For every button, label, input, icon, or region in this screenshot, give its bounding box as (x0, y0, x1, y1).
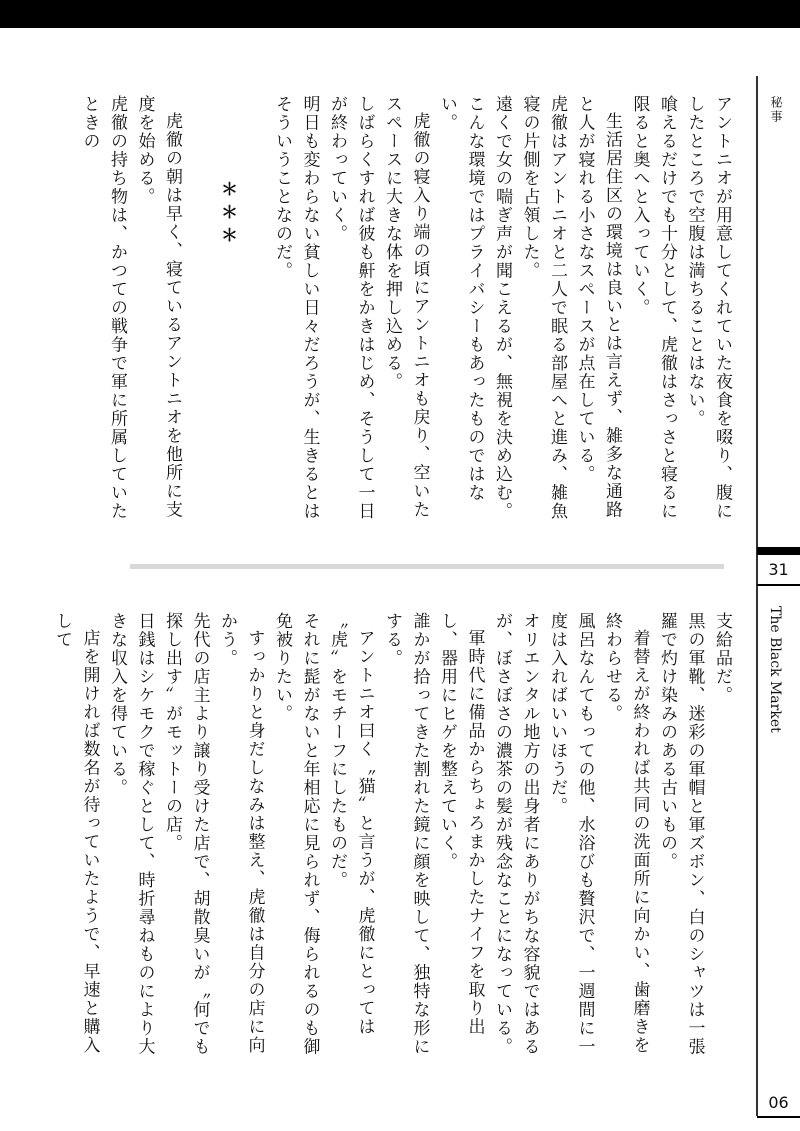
lower-text-block (52, 612, 735, 1067)
paragraph: 先代の店主より譲り受けた店で、胡散臭いが〝何でも探し出す〟がモットーの店。 (162, 612, 210, 1056)
running-title: The Black Market (767, 606, 783, 733)
top-black-band (0, 0, 800, 28)
paragraph: それに髭がないと年相応に見られず、侮られるのも御免被りたい。 (272, 612, 320, 1056)
chapter-tab (757, 547, 800, 555)
paragraph: 虎徹の朝は早く、寝ているアントニオを他所に支度を始める。 (134, 95, 182, 519)
paragraph: しばらくすれば彼も鼾をかきはじめ、そうして一日が終わっていく。 (327, 95, 375, 521)
paragraph: 遠くで女の喘ぎ声が聞こえるが、無視を決め込む。 (492, 95, 512, 521)
paragraph: 虎徹はアントニオと二人で眠る部屋へと進み、雑魚寝の片側を占領した。 (519, 95, 567, 521)
scene-break: ＊＊＊ (217, 180, 237, 249)
paragraph: 店を開ければ数名が待っていたようで、早速と購入して (52, 612, 100, 1055)
chapter-number: 31 (768, 560, 789, 579)
paragraph: こんな環境ではプライバシーもあったものではない。 (437, 95, 485, 502)
paragraph: アントニオ曰く〝猫〟と言うが、虎徹にとっては〝虎〟をモチーフにしたものだ。 (327, 612, 375, 1036)
section-label: 秘事 (769, 96, 783, 124)
paragraph: 明日も変わらない貧しい日々だろうが、生きるとはそういうことなのだ。 (272, 95, 320, 521)
paragraph: すっかりと身だしなみは整え、虎徹は自分の店に向かう。 (217, 612, 265, 1055)
paragraph: 軍時代に備品からちょろまかしたナイフを取り出し、器用にヒゲを整えていく。 (437, 612, 485, 1036)
paragraph: 風呂なんてもっての他、水浴びも贅沢で、一週間に一度は入ればいいほうだ。 (547, 612, 595, 1056)
margin-rule (756, 76, 758, 1116)
paragraph: 日銭はシケモクで稼ぐとして、時折尋ねものにより大きな収入を得ている。 (107, 612, 155, 1056)
paragraph: 黒の軍靴、迷彩の軍帽と軍ズボン、白のシャツは一張羅で灼け染みのある古いもの。 (657, 612, 705, 1056)
paragraph: 虎徹の寝入り端の頃にアントニオも戻り、空いたスペースに大きな体を押し込める。 (382, 95, 430, 519)
paragraph: 支給品だ。 (712, 612, 732, 705)
paragraph: 誰かが拾ってきた割れた鏡に顔を映して、独特な形にする。 (382, 612, 430, 1056)
paragraph: アントニオが用意してくれていた夜食を啜り、腹にしたところで空腹は満ちることはない。 (684, 95, 732, 521)
blank-line (185, 95, 213, 535)
paragraph: 着替えが終われば共同の洗面所に向かい、歯磨きを終わらせる。 (602, 612, 650, 1055)
page-number-rule (757, 1116, 800, 1118)
page-number: 06 (768, 1093, 789, 1112)
paragraph: 生活居住区の環境は良いとは言えず、雑多な通路と人が寝れる小さなスペースが点在している。 (574, 95, 622, 519)
block-divider (130, 564, 724, 569)
upper-text-block (79, 95, 735, 535)
chapter-rule (757, 584, 800, 586)
blank-line (240, 95, 268, 535)
paragraph: 虎徹の持ち物は、かつての戦争で軍に所属していたときの (79, 95, 127, 521)
paragraph: 喰えるだけでも十分として、虎徹はさっさと寝るに限ると奥へと入っていく。 (629, 95, 677, 521)
paragraph: オリエンタル地方の出身者にありがちな容貌ではあるが、ぼさぼさの濃茶の髪が残念なことになっている。 (492, 612, 540, 1056)
